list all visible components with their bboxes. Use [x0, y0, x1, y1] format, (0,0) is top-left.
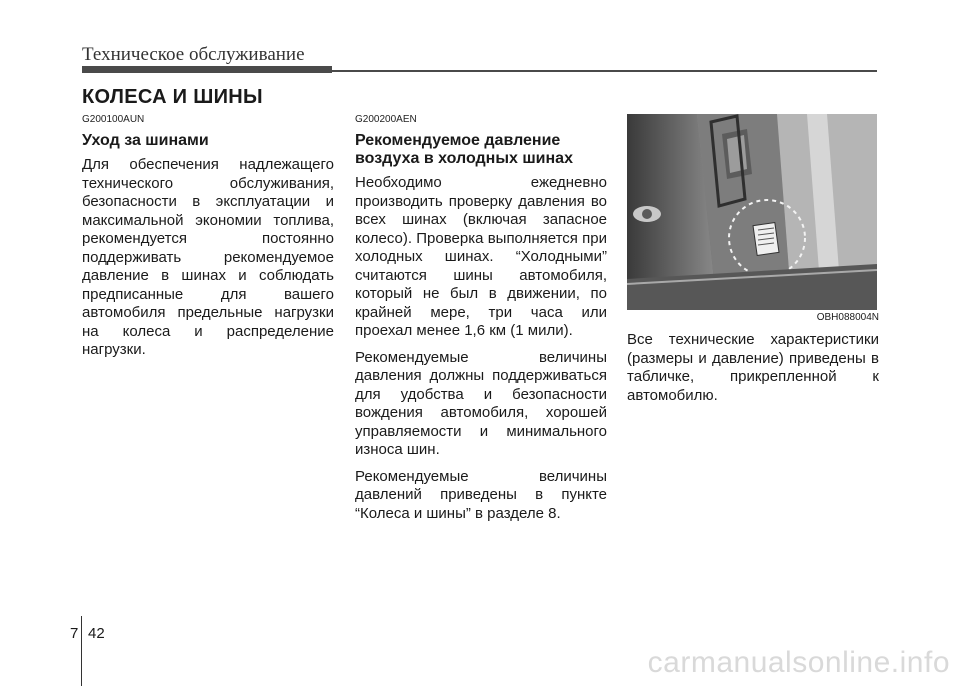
- paragraph: Рекомендуемые величины давления должны поддерживаться для удобства и безопасности вождения автомобиля, хорошей управляемости и минимального износа шин.: [355, 348, 607, 458]
- paragraph: Все технические характеристики (размеры и давление) приведены в табличке, прикрепленной к автомобилю.: [627, 331, 879, 404]
- paragraph: Необходимо ежедневно производить проверку давления во всех шинах (включая запасное колесо). Проверка выполняется при холодных шинах. “Холодными” считаются шины автомобиля, который не был в движении, по крайней мере, три часа или проехал менее 1,6 км (1 мили).: [355, 174, 607, 339]
- section-code: G200200AEN: [355, 114, 417, 125]
- chapter-number: 7: [70, 625, 79, 642]
- page-number: 42: [88, 625, 105, 642]
- door-jamb-label-photo: [627, 114, 877, 310]
- paragraph: Рекомендуемые величины давлений приведены в пункте “Колеса и шины” в разделе 8.: [355, 467, 607, 522]
- column-cold-pressure: [355, 114, 607, 531]
- door-jamb-illustration: [627, 114, 877, 310]
- header-rule-thin: [332, 70, 877, 72]
- section-code: G200100AUN: [82, 114, 145, 125]
- watermark: carmanualsonline.info: [647, 646, 950, 679]
- running-header: Техническое обслуживание: [82, 44, 305, 65]
- page-number-divider: [81, 616, 82, 686]
- subheading-tire-care: Уход за шинами: [82, 132, 209, 149]
- header-rule-thick: [82, 66, 332, 73]
- figure-code: OBH088004N: [816, 312, 879, 323]
- section-title: КОЛЕСА И ШИНЫ: [82, 86, 263, 108]
- subheading-cold-pressure: Рекомендуемое давление воздуха в холодных шинах: [355, 132, 573, 167]
- column-tire-care: [82, 114, 334, 368]
- paragraph: Для обеспечения надлежащего технического обслуживания, безопасности в эксплуатации и максимальной экономии топлива, рекомендуется постоянно поддерживать рекомендуемое давление в шинах и соблюдать предписанные для вашего автомобиля предельные нагрузки на колеса и распределение нагрузки.: [82, 156, 334, 358]
- column-figure: [627, 114, 879, 413]
